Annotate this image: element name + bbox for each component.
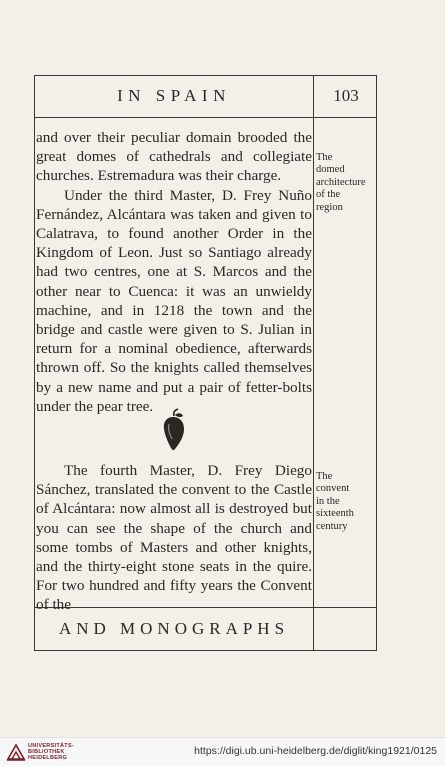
page-number: 103 <box>333 86 359 105</box>
header-rule <box>34 117 377 118</box>
side-note-line: The <box>316 152 333 163</box>
paragraph: Under the third Master, D. Frey Nuño Fernández, Alcántara was taken and given to Calatrava, to found another Order in the Kingdom of Leon. Just so Santiago already had two centres, one at S. Marcos and the other near to Cuenca: it was an unwieldy machine, and in 1218 the town and the bridge and castle were given to S. Julian in return for a nominal obedience, afterwards thrown off. So the knights called themselves by a new name and put a pair of fetter-bolts under the pear tree. <box>36 186 312 415</box>
side-note-line: The <box>316 471 333 482</box>
side-note-line: of the <box>316 189 341 201</box>
side-note-line: convent <box>316 483 350 495</box>
pear-ornament-icon <box>160 408 188 452</box>
side-note-domed-architecture <box>316 152 378 214</box>
footer-running-text: AND MONOGRAPHS <box>58 619 290 638</box>
permalink-url[interactable]: https://digi.ub.uni-heidelberg.de/diglit/king1921/0125 <box>194 745 437 757</box>
paragraph: The fourth Master, D. Frey Diego Sánchez, translated the convent to the Castle of Alcántara: now almost all is destroyed but you can see the shape of the church and some tombs of Masters and other knights, and the thirty-eight stone seats in the quire. For two hundred and fifty years the Convent of the <box>36 462 312 614</box>
paragraph-block-1 <box>36 128 312 416</box>
side-note-line: architecture <box>316 176 366 188</box>
university-library-logo-icon[interactable] <box>6 742 26 762</box>
side-note-line: in the <box>316 495 340 507</box>
side-note-line: sixteenth <box>316 508 354 520</box>
library-logo-text[interactable]: UNIVERSITÄTS- BIBLIOTHEK HEIDELBERG <box>28 743 75 761</box>
frame-left-rule <box>34 75 35 650</box>
paragraph-block-2 <box>36 461 312 615</box>
viewer-footer-bar <box>0 737 445 766</box>
side-note-convent-sixteenth-century <box>316 471 378 533</box>
margin-column-divider <box>313 75 314 650</box>
side-note-line: domed <box>316 164 345 176</box>
frame-bottom-rule <box>34 650 377 651</box>
side-note-line: region <box>316 201 343 213</box>
running-head: IN SPAIN <box>117 86 231 105</box>
frame-top-rule <box>34 75 377 76</box>
paragraph: and over their peculiar domain brooded the great domes of cathedrals and collegiate churches. Estremadura was their charge. <box>36 129 312 185</box>
side-note-line: century <box>316 520 348 532</box>
